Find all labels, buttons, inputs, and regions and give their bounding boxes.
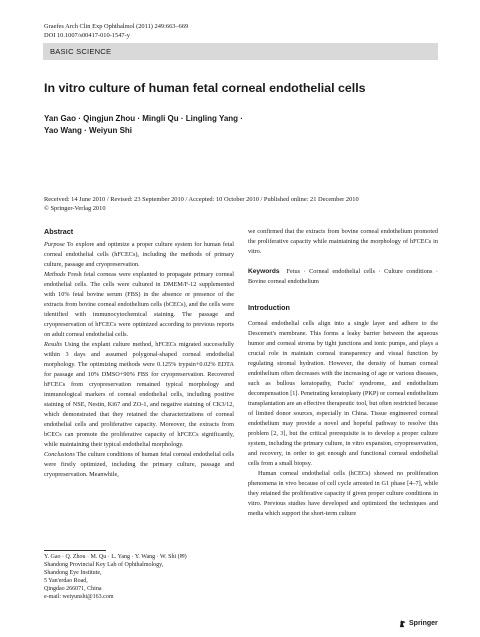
doi: DOI 10.1007/s00417-010-1547-y [44,31,130,39]
keywords-label: Keywords [248,268,280,275]
keywords-text: Fetus · Corneal endothelial cells · Culture conditions · Bovine corneal endothelium [248,268,438,285]
footnote-lab: Shandong Provincial Key Lab of Ophthalmology, [44,562,164,569]
methods-text: Fresh fetal corneas were explanted to propagate primary corneal endothelial cells. The cells were cultured in DMEM/F-12 supplemented with 10% fetal bovine serum (FBS) in the absence or presence of the extracts from bovine corneal endothelium cells (bCECs), and the cells were identified with immunocytochemical staining. The passage and cryopreservation of hFCECs were optimized according to previous reports on adult corneal endothelial cells. [44,271,235,338]
springer-horse-icon [398,619,407,628]
journal-header [44,23,188,40]
journal-citation: Graefes Arch Clin Exp Ophthalmol (2011) 249:663–669 [44,23,189,30]
dates-line: Received: 14 June 2010 / Revised: 23 September 2010 / Accepted: 10 October 2010 / Published online: 21 December 2010 [44,196,359,203]
section-label: BASIC SCIENCE [43,43,438,60]
abstract-methods [44,270,234,340]
footnote-authors: Y. Gao · Q. Zhou · M. Qu · L. Yang · Y. Wang · W. Shi (✉) [44,554,187,560]
abstract-purpose [44,240,234,270]
right-column [248,227,438,519]
introduction-paragraph-2: Human corneal endothelial cells (hCECs) showed no proliferation phenomena in vivo because of cell cycle arrested in G1 phase [4–7], while they retained the proliferative capacity if given proper culture conditions in vitro. Previous studies have developed and optimized the techniques and media which support the short-term culture [248,470,438,517]
author-list [44,113,294,137]
footnote-address: 5 Yan'erdao Road, [44,578,88,585]
article-title: In vitro culture of human fetal corneal endothelial cells [44,81,366,95]
purpose-text: To explore and optimize a proper culture system for human fetal corneal endothelial cells (hFCECs), including the methods of primary culture, passage and cryopreservation. [44,241,234,268]
author-line-2: Yao Wang · Weiyun Shi [44,126,133,135]
copyright-line: © Springer-Verlag 2010 [44,204,106,212]
footnote-city: Qingdao 266071, China [44,586,102,593]
publisher-name: Springer [409,620,438,627]
footnote-institute: Shandong Eye Institute, [44,570,102,577]
introduction-heading: Introduction [248,303,290,312]
conclusions-text: The culture conditions of human fetal corneal endothelial cells were firstly optimized, including the primary culture, passage and cryopreservation. Meanwhile, [44,451,234,478]
methods-label: Methods [44,271,66,278]
footnote-email[interactable]: e-mail: weiyunshi@163.com [44,594,114,601]
publication-dates [44,196,444,213]
keywords [248,267,438,287]
author-line-1: Yan Gao · Qingjun Zhou · Mingli Qu · Lingling Yang · [44,114,243,123]
introduction-paragraph-1: Corneal endothelial cells align into a single layer and adhere to the Descemet's membrane. This forms a leaky barrier between the aqueous humor and corneal stroma by tight junctions and ionic pumps, and plays a crucial role in maintain corneal transparency and visual function by regulating stromal hydration. However, the density of human corneal endothelium often decreases with the increasing of age or various diseases, such as bullous keratopathy, Fuchs' syndrome, and endothelium decompensation [1]. Penetrating keratoplasty (PKP) or corneal endothelium transplantation are an effective therapeutic tool, but often restricted because of limited donor sources, especially in China. Tissue engineered corneal endothelium may provide a novel and hopeful pathway to resolve this problem [2, 3], but the critical prerequisite is to develop a proper culture system, including the primary culture, in vitro expansion, cryopreservation, and recovery, in order to get enough and functional corneal endothelial cells from a small biopsy. [248,320,438,467]
results-text: Using the explant culture method, hFCECs migrated successfully within 3 days and assumed polygonal-shaped corneal endothelial morphology. The optimizing methods were 0.125% trypsin+0.02% EDTA for passage and 10% DMSO+90% FBS for cryopreservation. Recovered hFCECs from cryopreservation remained typical morphology and immunological markers of corneal endothelial cells, including positive staining of NSE, Nestin, Ki67 and ZO-1, and negative staining of CK3/12, which demonstrated that they retained the characterizations of corneal endothelial cells and proliferative capacity. Moreover, the extracts from bCECs can promote the proliferative capacity of hFCECs significantly, while maintaining their typical endothelial morphology. [44,341,234,448]
abstract-results [44,340,234,450]
abstract-heading: Abstract [44,227,74,236]
conclusions-label: Conclusions [44,451,75,458]
left-column [44,227,234,480]
abstract-continued: we confirmed that the extracts from bovine corneal endothelium promoted the proliferative capacity while maintaining the morphology of hFCECs in vitro. [248,228,438,255]
footnote-divider [44,550,106,551]
author-affiliation-footnote [44,553,234,602]
results-label: Results [44,341,63,348]
abstract-conclusions [44,450,234,480]
publisher-logo [398,619,438,628]
purpose-label: Purpose [44,241,65,248]
